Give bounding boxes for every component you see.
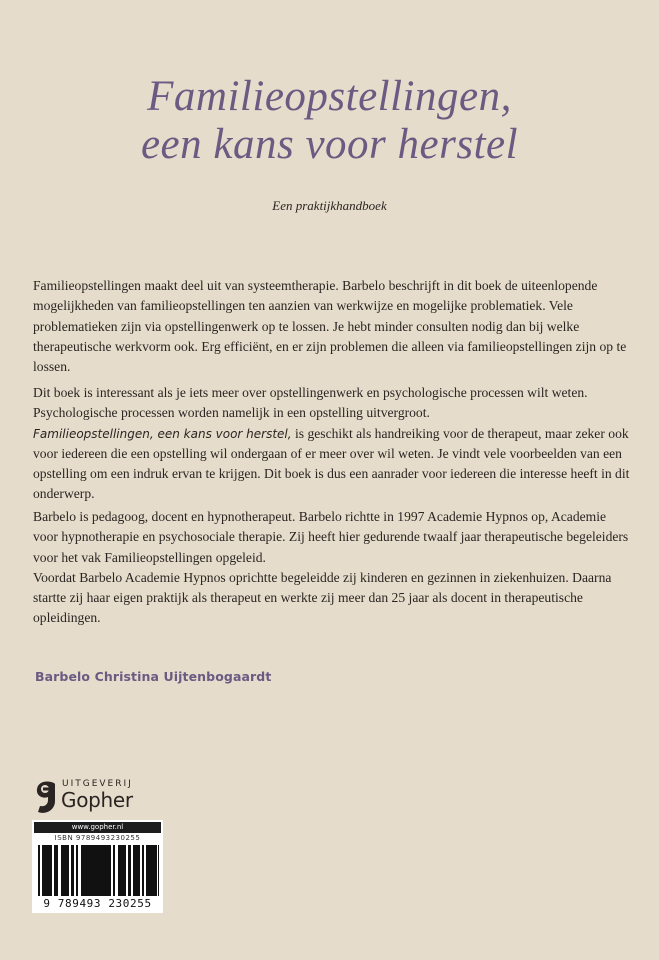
blurb-paragraph-2 <box>33 383 633 505</box>
isbn-label: ISBN 9789493230255 <box>54 834 141 842</box>
book-title-line1: Familieopstellingen, <box>147 73 512 120</box>
title-reference: Familieopstellingen, een kans voor herstel, <box>33 426 292 441</box>
isbn-barcode <box>32 820 163 913</box>
publisher-url: www.gopher.nl <box>34 822 161 833</box>
barcode-icon <box>38 845 159 896</box>
blurb-paragraph-2-rest: is geschikt als handreiking voor de therapeut, maar zeker ook voor iedereen die een opstelling wil ondergaan of er meer over wil weten. Je vindt vele voorbeelden van een opstelling om een indruk ervan te krijgen. Dit boek is dus een aanrader voor iedereen die interesse heeft in dit onderwerp. <box>33 425 630 502</box>
book-title-line2: een kans voor herstel <box>140 121 519 168</box>
publisher-name: Gopher <box>61 788 133 812</box>
author-name: Barbelo Christina Uijtenbogaardt <box>35 669 272 684</box>
gopher-g-logo-icon <box>34 779 58 815</box>
publisher-logo <box>34 777 174 817</box>
blurb-paragraph-2-intro: Dit boek is interessant als je iets meer over opstellingenwerk en psychologische processen wilt weten. Psychologische processen worden namelijk in een opstelling uitvergroot. <box>33 385 588 421</box>
author-bio <box>33 507 633 629</box>
blurb-paragraph-1: Familieopstellingen maakt deel uit van systeemtherapie. Barbelo beschrijft in dit boek de uiteenlopende mogelijkheden van familieopstellingen ten aanzien van werkwijze en mogelijke problematiek. Vele problematieken zijn via opstellingenwerk op te lossen. Je hebt minder consulten nodig dan bij welke therapeutische werkvorm ook. Erg efficiënt, en er zijn problemen die alleen via familieopstellingen zijn op te lossen. <box>33 278 627 375</box>
publisher-label: UITGEVERIJ <box>62 779 133 789</box>
book-subtitle: Een praktijkhandboek <box>272 198 387 213</box>
isbn-number: 9 789493 230255 <box>43 897 152 910</box>
author-bio-part-1: Barbelo is pedagoog, docent en hypnotherapeut. Barbelo richtte in 1997 Academie Hypnos op, Academie voor hypnotherapie en psychosociale therapie. Zij heeft hier gedurende twaalf jaar therapeutische begeleiders voor het vak Familieopstellingen opgeleid. <box>33 509 629 565</box>
author-bio-part-2: Voordat Barbelo Academie Hypnos oprichtte begeleidde zij kinderen en gezinnen in ziekenhuizen. Daarna startte zij haar eigen praktijk als therapeut en werkte zij meer dan 25 jaar als docent in therapeutische opleidingen. <box>33 569 612 626</box>
